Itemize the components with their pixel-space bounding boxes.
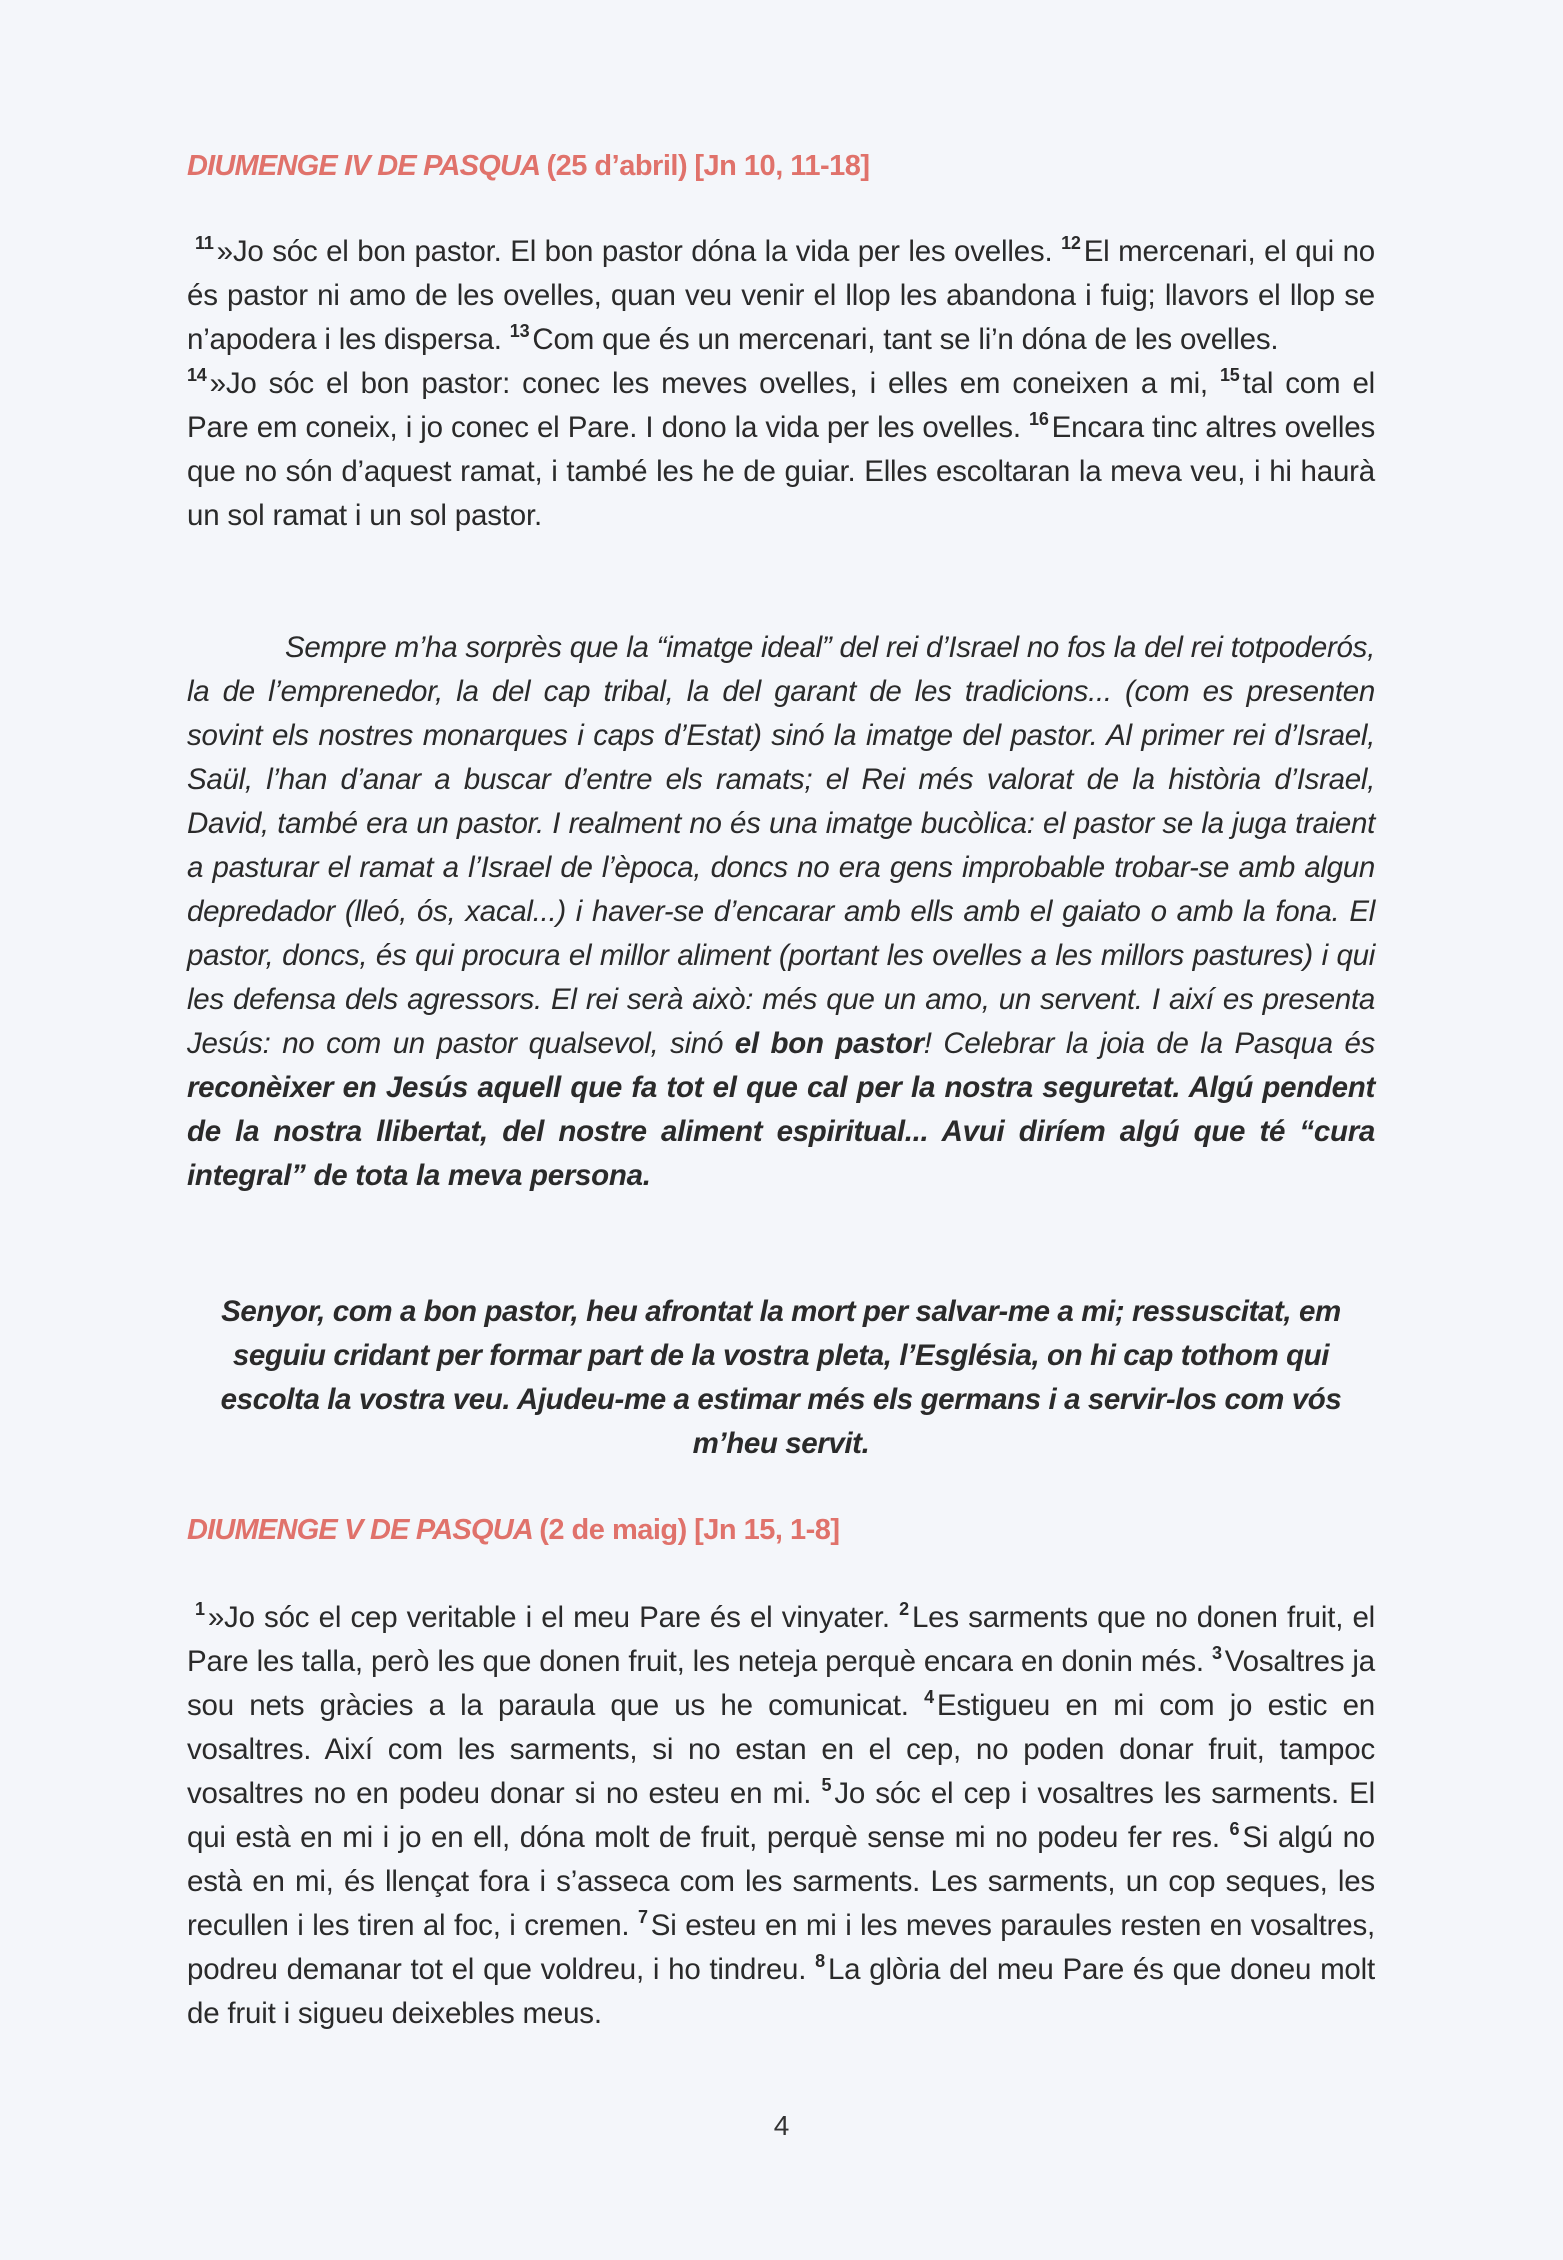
verse-text: Jo sóc el cep i vosaltres les sarments. El qui està en mi i jo en ell, dóna molt de fruit, perquè sense mi no podeu fer res. <box>187 1777 1375 1854</box>
heading-date: (2 de maig) <box>539 1514 687 1546</box>
verse-number: 4 <box>924 1687 934 1707</box>
heading-date: (25 d’abril) <box>546 150 688 182</box>
verse-number: 5 <box>821 1775 832 1795</box>
verse-number: 12 <box>1061 233 1081 253</box>
reading-paragraph <box>187 1596 1375 2036</box>
verse-text: El mercenari, el qui no és pastor ni amo de les ovelles, quan veu venir el llop les abandona i fuig; llavors el llop se n’apodera i les dispersa. <box>187 235 1375 356</box>
verse-text: Encara tinc altres ovelles que no són d’aquest ramat, i també les he de guiar. Elles escoltaran la meva veu, i hi haurà un sol ramat i un sol pastor. <box>187 411 1375 532</box>
verse-number: 2 <box>899 1599 909 1619</box>
verse-number: 16 <box>1029 409 1049 429</box>
verse-number: 14 <box>187 365 207 385</box>
verse-number: 7 <box>637 1907 648 1927</box>
verse-number: 8 <box>815 1951 825 1971</box>
verse-number: 3 <box>1211 1643 1222 1663</box>
verse-number: 15 <box>1220 365 1240 385</box>
verse-number: 13 <box>509 321 530 341</box>
page-number: 4 <box>773 2110 790 2141</box>
commentary-emphasis: reconèixer en Jesús aquell que fa tot el que cal per la nostra seguretat. Algú pendent de la nostra llibertat, del nostre aliment espiritual... Avui diríem algú que té “cura integral” de tota la meva persona. <box>187 1071 1375 1192</box>
heading-title: DIUMENGE V DE PASQUA <box>187 1514 532 1546</box>
heading-reference: [Jn 15, 1-8] <box>694 1514 840 1546</box>
gospel-reading-jn10 <box>187 230 1375 538</box>
reading-paragraph <box>187 362 1375 538</box>
verse-text: Com que és un mercenari, tant se li’n dóna de les ovelles. <box>532 323 1279 356</box>
prayer-paragraph: Senyor, com a bon pastor, heu afrontat la mort per salvar-me a mi; ressuscitat, em seguiu cridant per formar part de la vostra pleta, l’Església, on hi cap tothom qui escolta la vostra veu. Ajudeu-me a estimar més els germans i a servir-los com vós m’heu servit. <box>220 1295 1342 1460</box>
verse-text: »Jo sóc el bon pastor. El bon pastor dóna la vida per les ovelles. <box>216 235 1053 268</box>
commentary-paragraph <box>187 626 1375 1198</box>
gospel-reading-jn15 <box>187 1596 1375 2036</box>
section-heading-sunday-4 <box>187 146 870 186</box>
commentary-text: ! Celebrar la joia de la Pasqua és <box>923 1027 1375 1060</box>
heading-title: DIUMENGE IV DE PASQUA <box>187 150 540 182</box>
verse-number: 1 <box>195 1599 205 1619</box>
verse-text: Si esteu en mi i les meves paraules resten en vosaltres, podreu demanar tot el que voldreu, i ho tindreu. <box>187 1909 1376 1986</box>
verse-number: 6 <box>1229 1819 1240 1839</box>
verse-text: Si algú no està en mi, és llençat fora i s’asseca com les sarments. Les sarments, un cop seques, les recullen i les tiren al foc, i cremen. <box>187 1821 1375 1942</box>
commentary-emphasis: el bon pastor <box>734 1027 924 1060</box>
verse-number: 11 <box>195 233 214 253</box>
verse-text: »Jo sóc el cep veritable i el meu Pare és el vinyater. <box>207 1601 890 1634</box>
verse-text: La glòria del meu Pare és que doneu molt de fruit i sigueu deixebles meus. <box>187 1953 1375 2030</box>
verse-text: Vosaltres ja sou nets gràcies a la paraula que us he comunicat. <box>187 1645 1375 1722</box>
verse-text: Estigueu en mi com jo estic en vosaltres. Així com les sarments, si no estan en el cep, no poden donar fruit, tampoc vosaltres no en podeu donar si no esteu en mi. <box>187 1689 1375 1810</box>
heading-reference: [Jn 10, 11-18] <box>694 150 870 182</box>
verse-text: Les sarments que no donen fruit, el Pare les talla, però les que donen fruit, les neteja perquè encara en donin més. <box>187 1601 1376 1678</box>
verse-text: »Jo sóc el bon pastor: conec les meves ovelles, i elles em coneixen a mi, <box>209 367 1208 400</box>
section-heading-sunday-5 <box>187 1510 840 1550</box>
commentary-text: Sempre m’ha sorprès que la “imatge ideal” del rei d’Israel no fos la del rei totpoderós, la de l’emprenedor, la del cap tribal, la del garant de les tradicions... (com es presenten sovint els nostres monarques i caps d’Estat) sinó la imatge del pastor. Al primer rei d’Israel, Saül, l’han d’anar a buscar d’entre els ramats; el Rei més valorat de la història d’Israel, David, també era un pastor. I realment no és una imatge bucòlica: el pastor se la juga traient a pasturar el ramat a l’Israel de l’època, doncs no era gens improbable trobar-se amb algun depredador (lleó, ós, xacal...) i haver-se d’encarar amb ells amb el gaiato o amb la fona. El pastor, doncs, és qui procura el millor aliment (portant les ovelles a les millors pastures) i qui les defensa dels agressors. El rei serà això: més que un amo, un servent. I així es presenta Jesús: no com un pastor qualsevol, sinó <box>187 631 1375 1060</box>
verse-text: tal com el Pare em coneix, i jo conec el Pare. I dono la vida per les ovelles. <box>187 367 1376 444</box>
reading-paragraph <box>187 230 1375 362</box>
